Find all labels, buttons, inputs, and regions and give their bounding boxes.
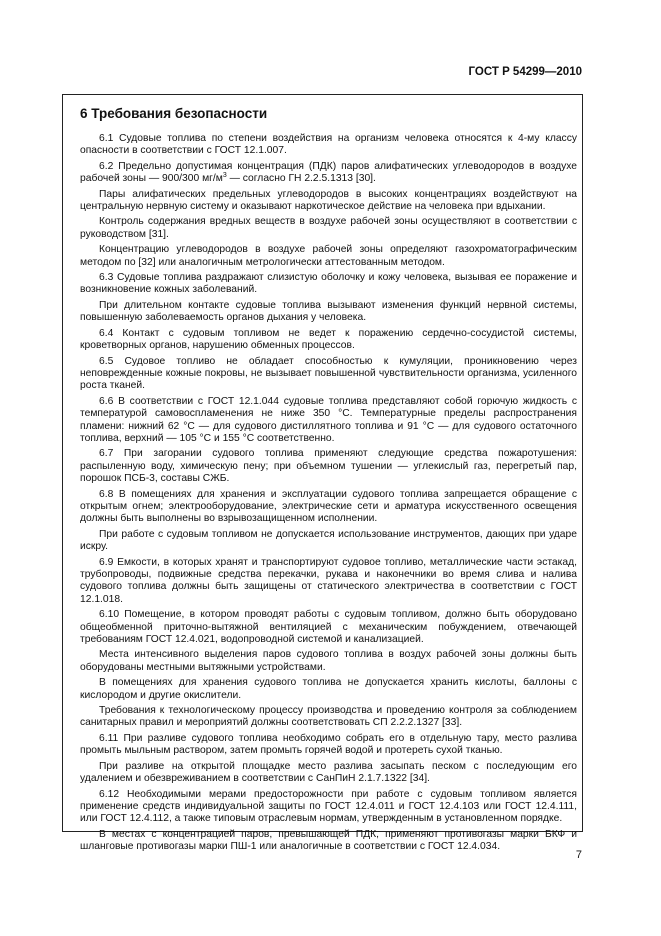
- paragraph: Концентрацию углеводородов в воздухе рабочей зоны определяют газохроматографическим методом по [32] или аналогичным метрологически аттестованным методом.: [80, 244, 577, 268]
- paragraph: 6.11 При разливе судового топлива необходимо собрать его в отдельную тару, место разлива промыть мыльным раствором, затем промыть горячей водой и протереть сухой тканью.: [80, 732, 577, 757]
- paragraph: 6.12 Необходимыми мерами предосторожности при работе с судовым топливом является применение средств индивидуальной защиты по ГОСТ 12.4.011 и ГОСТ 12.4.103 или ГОСТ 12.4.111, или ГОСТ 12.4.112, а также типовым отраслевым нормам, утвержденным в установленном порядке.: [80, 788, 577, 825]
- paragraph: 6.8 В помещениях для хранения и эксплуатации судового топлива запрещается обращение с открытым огнем; электрооборудование, электрические сети и арматура искусственного освещения должны быть выполнены во взрывозащищенном исполнении.: [80, 488, 577, 525]
- paragraph: Пары алифатических предельных углеводородов в высоких концентрациях воздействуют на центральную нервную систему и оказывают наркотическое действие на человека при вдыхании.: [80, 188, 577, 213]
- paragraph: При разливе на открытой площадке место разлива засыпать песком с последующим его удалением и обезвреживанием в соответствии с СанПиН 2.1.7.1322 [34].: [80, 760, 577, 785]
- document-header: ГОСТ Р 54299—2010: [468, 66, 582, 78]
- page-number: 7: [575, 849, 582, 861]
- paragraph: В помещениях для хранения судового топлива не допускается хранить кислоты, баллоны с кислородом и другие окислители.: [80, 677, 577, 701]
- paragraph: 6.7 При загорании судового топлива применяют следующие средства пожаротушения: распыленную воду, химическую пену; при объемном тушении — углекислый газ, перегретый пар, порошок ПСБ-3, составы СЖБ.: [80, 448, 577, 485]
- paragraph-text: 6.2 Предельно допустимая концентрация (ПДК) паров алифатических углеводородов в воздухе рабочей зоны — 900/300 мг/м: [80, 160, 577, 185]
- paragraph: 6.5 Судовое топливо не обладает способностью к кумуляции, проникновению через неповрежденные кожные покровы, не вызывает повышенной чувствительности организма, усиленного роста тканей.: [80, 355, 577, 392]
- paragraph: Требования к технологическому процессу производства и проведению контроля за соблюдением санитарных правил и мероприятий должны соответствовать СП 2.2.2.1327 [33].: [80, 705, 577, 729]
- paragraph: 6.4 Контакт с судовым топливом не ведет к поражению сердечно-сосудистой системы, кроветворных органов, нарушению обменных процессов.: [80, 327, 577, 352]
- paragraph: В местах с концентрацией паров, превышающей ПДК, применяют противогазы марки БКФ и шланговые противогазы марки ПШ-1 или аналогичные в соответствии с ГОСТ 12.4.034.: [80, 828, 577, 853]
- paragraph: 6.9 Емкости, в которых хранят и транспортируют судовое топливо, металлические части эстакад, трубопроводы, подвижные средства перекачки, рукава и наконечники во время слива и налива судового топлива должны быть защищены от статического электричества в соответствии с ГОСТ 12.1.018.: [80, 556, 577, 605]
- paragraph: Контроль содержания вредных веществ в воздухе рабочей зоны осуществляют в соответствии с руководством [31].: [80, 216, 577, 240]
- paragraph: 6.3 Судовые топлива раздражают слизистую оболочку и кожу человека, вызывая ее поражение и возникновение кожных заболеваний.: [80, 272, 577, 296]
- section-body: [80, 133, 577, 857]
- paragraph: Места интенсивного выделения паров судового топлива в воздух рабочей зоны должны быть оборудованы местными вытяжными устройствами.: [80, 649, 577, 673]
- paragraph-text: — согласно ГН 2.2.5.1313 [30].: [226, 173, 376, 185]
- paragraph: [80, 161, 577, 186]
- superscript: 3: [222, 172, 227, 180]
- paragraph: При работе с судовым топливом не допускается использование инструментов, дающих при ударе искру.: [80, 528, 577, 553]
- section-title: 6 Требования безопасности: [80, 106, 268, 121]
- paragraph: 6.10 Помещение, в котором проводят работы с судовым топливом, должно быть оборудовано общеобменной приточно-вытяжной вентиляцией с механическим побуждением, отвечающей требованиям ГОСТ 12.4.021, водопроводной системой и канализацией.: [80, 609, 577, 646]
- paragraph: 6.1 Судовые топлива по степени воздействия на организм человека относятся к 4-му классу опасности в соответствии с ГОСТ 12.1.007.: [80, 133, 577, 157]
- paragraph: При длительном контакте судовые топлива вызывают изменения функций нервной системы, повышенную заболеваемость органов дыхания у человека.: [80, 299, 577, 324]
- paragraph: 6.6 В соответствии с ГОСТ 12.1.044 судовые топлива представляют собой горючую жидкость с температурой самовоспламенения не ниже 350 °С. Температурные пределы распространения пламени: нижний 62 °С — для судового дистиллятного топлива и 91 °С — для судового остаточного топлива, верхний — 105 °С и 155 °С соответственно.: [80, 395, 577, 444]
